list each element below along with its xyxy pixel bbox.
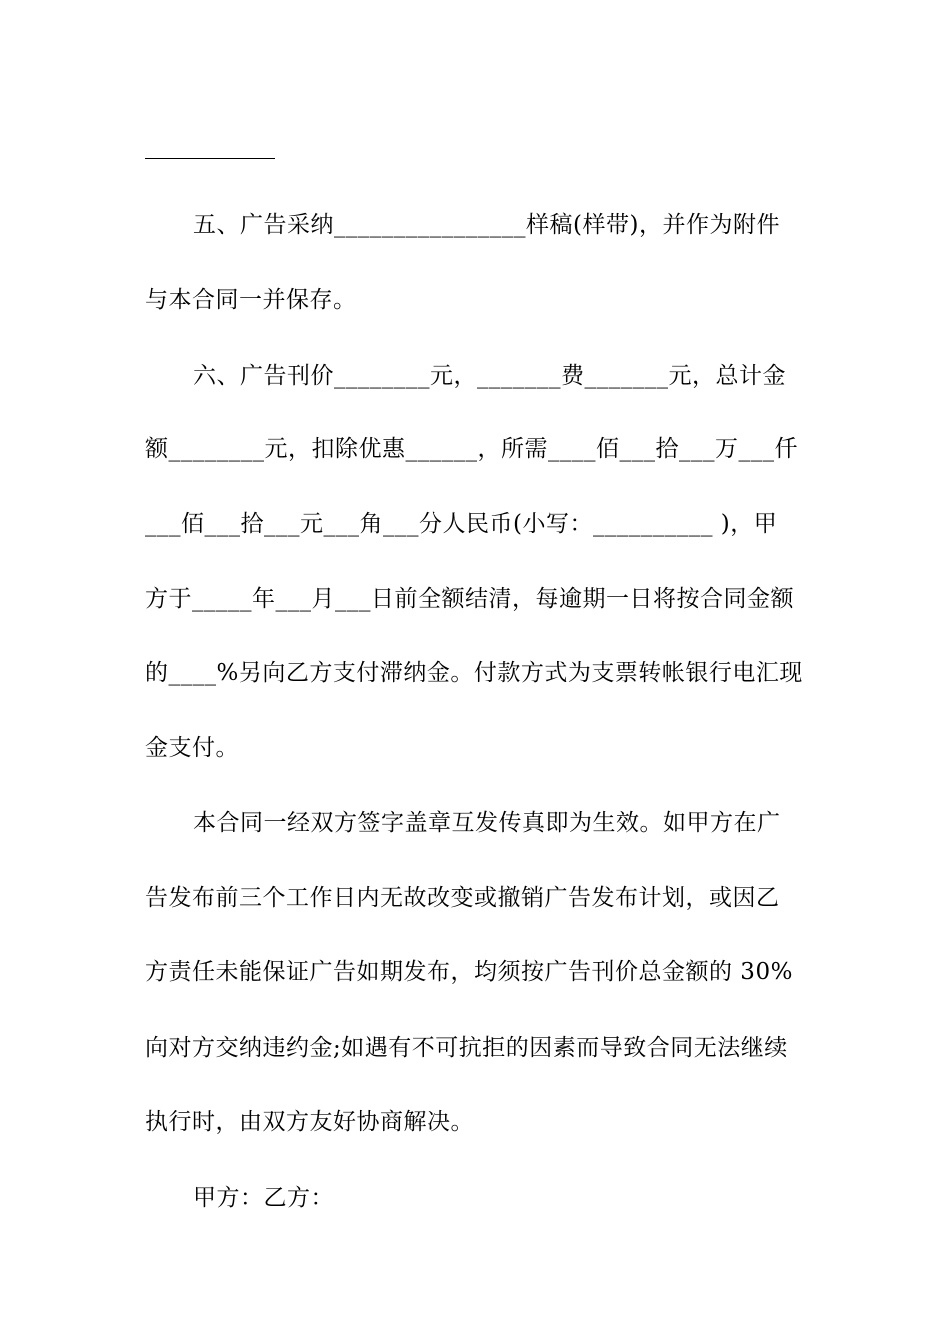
blank-underline [145,158,275,159]
clause-five-line-2: 与本合同一并保存。 [145,287,357,313]
clause-six-line-6: 金支付。 [145,735,239,761]
effect-line-4: 向对方交纳违约金;如遇有不可抗拒的因素而导致合同无法继续 [145,1035,788,1061]
clause-six-line-4: 方于_____年___月___日前全额结清，每逾期一日将按合同金额 [145,586,794,612]
party-signature-line: 甲方：乙方： [193,1185,334,1211]
effect-line-5: 执行时，由双方友好协商解决。 [145,1109,474,1135]
effect-line-3: 方责任未能保证广告如期发布，均须按广告刊价总金额的 30% [145,959,793,985]
clause-six-line-1: 六、广告刊价________元，_______费_______元，总计金 [193,363,786,389]
clause-six-line-3: ___佰___拾___元___角___分人民币(小写：__________ )，甲 [145,511,778,537]
clause-five-line-1: 五、广告采纳________________样稿(样带)，并作为附件 [193,212,780,238]
effect-line-1: 本合同一经双方签字盖章互发传真即为生效。如甲方在广 [193,810,781,836]
effect-line-2: 告发布前三个工作日内无故改变或撤销广告发布计划，或因乙 [145,885,780,911]
clause-six-line-2: 额________元，扣除优惠______，所需____佰___拾___万___仟 [145,436,798,462]
clause-six-line-5: 的____%另向乙方支付滞纳金。付款方式为支票转帐银行电汇现 [145,660,803,686]
